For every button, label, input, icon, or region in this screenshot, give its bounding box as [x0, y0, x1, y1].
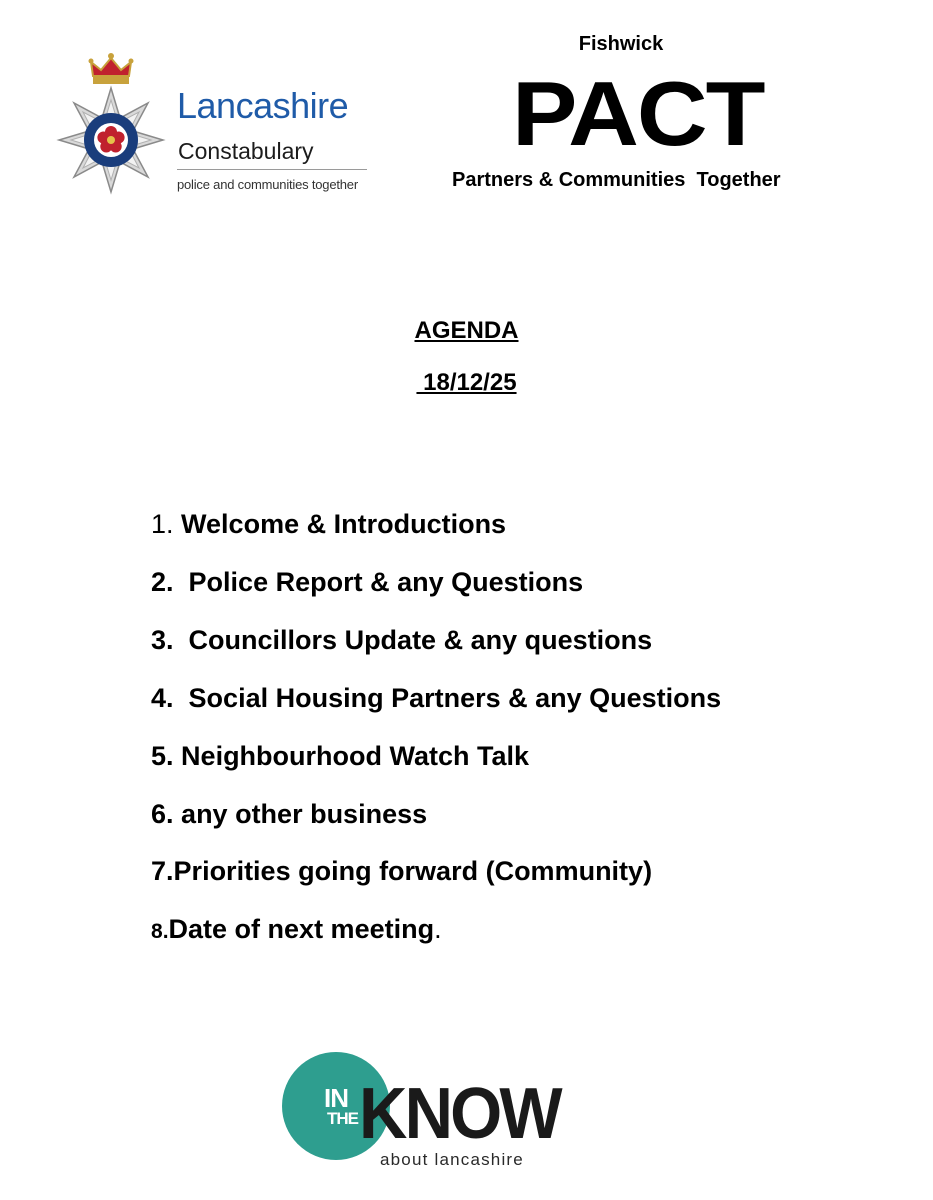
- agenda-item-number: 4.: [151, 683, 174, 713]
- itk-know-text: KNOW: [359, 1074, 560, 1154]
- agenda-item-text: Date of next meeting: [168, 914, 435, 944]
- agenda-item-trailing-period: .: [434, 914, 442, 944]
- logo-name-line2: Constabulary: [178, 138, 314, 164]
- logo-tagline: police and communities together: [177, 177, 358, 192]
- agenda-item: [136, 878, 442, 949]
- agenda-item-number: 5.: [151, 741, 174, 771]
- agenda-item-number: 2.: [151, 567, 174, 597]
- agenda-item-text: Social Housing Partners & any Questions: [173, 683, 722, 713]
- pact-subtitle: Partners & Communities Together: [452, 169, 781, 191]
- lancashire-constabulary-logo: [55, 48, 375, 198]
- agenda-item-text: Welcome & Introductions: [173, 509, 507, 539]
- agenda-item-number: 7.: [151, 856, 174, 886]
- agenda-date: [0, 368, 933, 398]
- agenda-item-number: 1.: [151, 509, 174, 539]
- agenda-heading-text: AGENDA: [414, 317, 519, 344]
- agenda-item-text: Neighbourhood Watch Talk: [173, 741, 530, 771]
- agenda-heading: [0, 316, 933, 346]
- in-the-know-logo: [280, 1048, 580, 1178]
- agenda-date-text: 18/12/25: [416, 369, 517, 396]
- agenda-item-number: 8.: [151, 920, 169, 943]
- agenda-item-text: Priorities going forward (Community): [173, 856, 653, 886]
- pact-header: [440, 28, 820, 198]
- itk-about-text: about lancashire: [380, 1150, 524, 1169]
- agenda-item-number: 6.: [151, 799, 174, 829]
- agenda-item-number: 3.: [151, 625, 174, 655]
- police-badge-icon: [55, 48, 167, 196]
- agenda-item-text: any other business: [173, 799, 428, 829]
- itk-in-text: IN: [324, 1083, 348, 1113]
- agenda-item-text: Police Report & any Questions: [173, 567, 584, 597]
- logo-divider: [177, 169, 367, 170]
- itk-the-text: THE: [327, 1109, 358, 1128]
- area-name: Fishwick: [578, 33, 664, 55]
- agenda-item-text: Councillors Update & any questions: [173, 625, 653, 655]
- pact-title: PACT: [512, 62, 764, 165]
- logo-name-line1: Lancashire: [177, 85, 349, 126]
